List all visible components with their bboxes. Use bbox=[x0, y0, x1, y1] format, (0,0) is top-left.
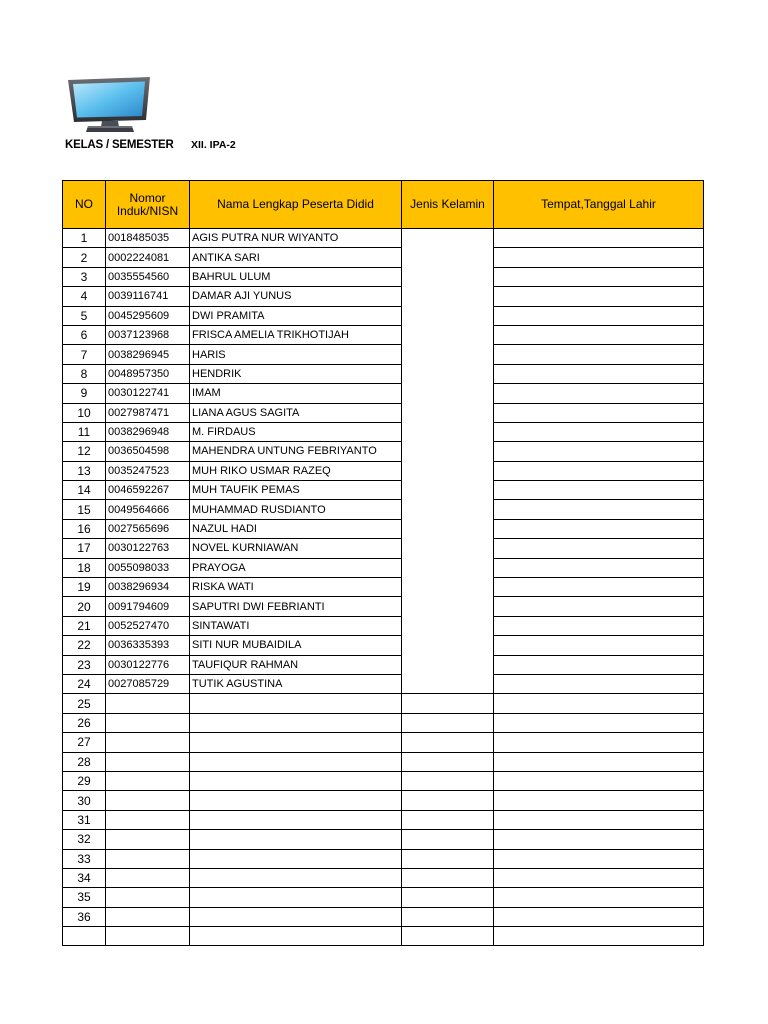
row-birth-place-date bbox=[494, 868, 704, 887]
table-row bbox=[63, 403, 704, 422]
row-number: 33 bbox=[63, 849, 106, 868]
row-gender bbox=[402, 713, 494, 732]
table-row bbox=[63, 752, 704, 771]
row-gender bbox=[402, 907, 494, 926]
row-gender bbox=[402, 461, 494, 480]
class-semester-value: XII. IPA-2 bbox=[191, 139, 236, 151]
row-nisn: 0038296945 bbox=[106, 345, 190, 364]
row-gender bbox=[402, 422, 494, 441]
row-student-name: HENDRIK bbox=[190, 364, 402, 383]
row-number: 24 bbox=[63, 674, 106, 693]
row-nisn: 0055098033 bbox=[106, 558, 190, 577]
row-nisn: 0091794609 bbox=[106, 597, 190, 616]
row-birth-place-date bbox=[494, 287, 704, 306]
row-student-name bbox=[190, 849, 402, 868]
row-student-name: PRAYOGA bbox=[190, 558, 402, 577]
row-birth-place-date bbox=[494, 500, 704, 519]
table-row bbox=[63, 771, 704, 790]
row-birth-place-date bbox=[494, 597, 704, 616]
table-row bbox=[63, 287, 704, 306]
row-gender bbox=[402, 267, 494, 286]
table-row bbox=[63, 267, 704, 286]
row-student-name: NAZUL HADI bbox=[190, 519, 402, 538]
table-row bbox=[63, 616, 704, 635]
row-gender bbox=[402, 888, 494, 907]
row-birth-place-date bbox=[494, 636, 704, 655]
row-nisn bbox=[106, 713, 190, 732]
row-birth-place-date bbox=[494, 422, 704, 441]
row-number: 13 bbox=[63, 461, 106, 480]
table-row bbox=[63, 384, 704, 403]
table-row bbox=[63, 461, 704, 480]
row-student-name bbox=[190, 752, 402, 771]
row-birth-place-date bbox=[494, 481, 704, 500]
row-birth-place-date bbox=[494, 694, 704, 713]
table-row bbox=[63, 539, 704, 558]
row-student-name: M. FIRDAUS bbox=[190, 422, 402, 441]
row-gender bbox=[402, 519, 494, 538]
row-number: 14 bbox=[63, 481, 106, 500]
row-number: 26 bbox=[63, 713, 106, 732]
row-birth-place-date bbox=[494, 578, 704, 597]
row-birth-place-date bbox=[494, 325, 704, 344]
header-no: NO bbox=[63, 181, 106, 229]
row-birth-place-date bbox=[494, 229, 704, 248]
row-birth-place-date bbox=[494, 384, 704, 403]
row-student-name: MUHAMMAD RUSDIANTO bbox=[190, 500, 402, 519]
row-nisn: 0046592267 bbox=[106, 481, 190, 500]
table-row bbox=[63, 694, 704, 713]
table-row bbox=[63, 481, 704, 500]
row-gender bbox=[402, 539, 494, 558]
row-student-name: MUH RIKO USMAR RAZEQ bbox=[190, 461, 402, 480]
row-gender bbox=[402, 403, 494, 422]
row-number: 8 bbox=[63, 364, 106, 383]
header-birth: Tempat,Tanggal Lahir bbox=[494, 181, 704, 229]
row-nisn: 0036335393 bbox=[106, 636, 190, 655]
row-number: 25 bbox=[63, 694, 106, 713]
row-nisn: 0048957350 bbox=[106, 364, 190, 383]
row-student-name: RISKA WATI bbox=[190, 578, 402, 597]
row-birth-place-date bbox=[494, 558, 704, 577]
table-row bbox=[63, 636, 704, 655]
row-birth-place-date bbox=[494, 461, 704, 480]
row-student-name: MAHENDRA UNTUNG FEBRIYANTO bbox=[190, 442, 402, 461]
row-student-name: AGIS PUTRA NUR WIYANTO bbox=[190, 229, 402, 248]
row-student-name bbox=[190, 888, 402, 907]
row-gender bbox=[402, 248, 494, 267]
table-row bbox=[63, 558, 704, 577]
row-number: 12 bbox=[63, 442, 106, 461]
row-gender bbox=[402, 384, 494, 403]
row-gender bbox=[402, 752, 494, 771]
table-row bbox=[63, 713, 704, 732]
row-birth-place-date bbox=[494, 519, 704, 538]
row-birth-place-date bbox=[494, 849, 704, 868]
row-nisn bbox=[106, 791, 190, 810]
row-nisn bbox=[106, 849, 190, 868]
row-student-name: SAPUTRI DWI FEBRIANTI bbox=[190, 597, 402, 616]
row-number: 6 bbox=[63, 325, 106, 344]
row-birth-place-date bbox=[494, 907, 704, 926]
row-student-name: NOVEL KURNIAWAN bbox=[190, 539, 402, 558]
row-number: 32 bbox=[63, 830, 106, 849]
row-gender bbox=[402, 830, 494, 849]
table-row bbox=[63, 888, 704, 907]
class-semester-label: KELAS / SEMESTER bbox=[65, 139, 174, 151]
row-birth-place-date bbox=[494, 791, 704, 810]
row-number: 21 bbox=[63, 616, 106, 635]
row-student-name: TUTIK AGUSTINA bbox=[190, 674, 402, 693]
table-row bbox=[63, 733, 704, 752]
row-number: 20 bbox=[63, 597, 106, 616]
row-birth-place-date bbox=[494, 616, 704, 635]
row-student-name: LIANA AGUS SAGITA bbox=[190, 403, 402, 422]
table-row bbox=[63, 500, 704, 519]
row-student-name bbox=[190, 771, 402, 790]
table-row bbox=[63, 907, 704, 926]
row-number: 34 bbox=[63, 868, 106, 887]
row-nisn: 0049564666 bbox=[106, 500, 190, 519]
row-gender bbox=[402, 927, 494, 946]
row-number: 10 bbox=[63, 403, 106, 422]
row-nisn: 0030122763 bbox=[106, 539, 190, 558]
row-nisn bbox=[106, 830, 190, 849]
row-birth-place-date bbox=[494, 248, 704, 267]
class-semester-row bbox=[65, 137, 236, 153]
row-student-name bbox=[190, 694, 402, 713]
table-body bbox=[63, 229, 704, 946]
table-row bbox=[63, 229, 704, 248]
row-student-name: DAMAR AJI YUNUS bbox=[190, 287, 402, 306]
row-gender bbox=[402, 771, 494, 790]
row-nisn bbox=[106, 907, 190, 926]
row-student-name bbox=[190, 810, 402, 829]
row-birth-place-date bbox=[494, 713, 704, 732]
row-nisn: 0035554560 bbox=[106, 267, 190, 286]
row-nisn: 0052527470 bbox=[106, 616, 190, 635]
table-row bbox=[63, 791, 704, 810]
row-number: 22 bbox=[63, 636, 106, 655]
row-number: 27 bbox=[63, 733, 106, 752]
row-birth-place-date bbox=[494, 927, 704, 946]
row-birth-place-date bbox=[494, 539, 704, 558]
row-gender bbox=[402, 694, 494, 713]
row-birth-place-date bbox=[494, 771, 704, 790]
row-gender bbox=[402, 287, 494, 306]
row-number bbox=[63, 927, 106, 946]
table-row bbox=[63, 306, 704, 325]
table-row bbox=[63, 830, 704, 849]
row-student-name bbox=[190, 713, 402, 732]
row-student-name bbox=[190, 868, 402, 887]
row-birth-place-date bbox=[494, 810, 704, 829]
row-student-name: BAHRUL ULUM bbox=[190, 267, 402, 286]
table-row bbox=[63, 519, 704, 538]
row-gender bbox=[402, 674, 494, 693]
row-birth-place-date bbox=[494, 442, 704, 461]
row-gender bbox=[402, 791, 494, 810]
row-number: 23 bbox=[63, 655, 106, 674]
row-number: 28 bbox=[63, 752, 106, 771]
row-number: 17 bbox=[63, 539, 106, 558]
row-number: 19 bbox=[63, 578, 106, 597]
row-student-name bbox=[190, 791, 402, 810]
table-row bbox=[63, 364, 704, 383]
row-nisn: 0038296948 bbox=[106, 422, 190, 441]
row-student-name bbox=[190, 927, 402, 946]
row-nisn bbox=[106, 752, 190, 771]
row-gender bbox=[402, 616, 494, 635]
row-number: 18 bbox=[63, 558, 106, 577]
header-nisn: Nomor Induk/NISN bbox=[106, 181, 190, 229]
row-nisn: 0037123968 bbox=[106, 325, 190, 344]
row-gender bbox=[402, 578, 494, 597]
table-row bbox=[63, 674, 704, 693]
header-name: Nama Lengkap Peserta Didid bbox=[190, 181, 402, 229]
table-row bbox=[63, 810, 704, 829]
row-student-name: TAUFIQUR RAHMAN bbox=[190, 655, 402, 674]
row-birth-place-date bbox=[494, 267, 704, 286]
row-number: 5 bbox=[63, 306, 106, 325]
row-gender bbox=[402, 442, 494, 461]
row-nisn: 0038296934 bbox=[106, 578, 190, 597]
row-gender bbox=[402, 558, 494, 577]
row-gender bbox=[402, 810, 494, 829]
header-gender: Jenis Kelamin bbox=[402, 181, 494, 229]
row-nisn: 0030122776 bbox=[106, 655, 190, 674]
row-number: 11 bbox=[63, 422, 106, 441]
row-nisn bbox=[106, 694, 190, 713]
row-nisn: 0002224081 bbox=[106, 248, 190, 267]
table-row bbox=[63, 442, 704, 461]
row-gender bbox=[402, 500, 494, 519]
row-number: 35 bbox=[63, 888, 106, 907]
row-student-name bbox=[190, 830, 402, 849]
row-number: 3 bbox=[63, 267, 106, 286]
row-nisn: 0039116741 bbox=[106, 287, 190, 306]
row-gender bbox=[402, 597, 494, 616]
table-row bbox=[63, 655, 704, 674]
row-nisn bbox=[106, 810, 190, 829]
row-birth-place-date bbox=[494, 830, 704, 849]
row-number: 30 bbox=[63, 791, 106, 810]
row-number: 16 bbox=[63, 519, 106, 538]
row-student-name: SINTAWATI bbox=[190, 616, 402, 635]
row-number: 4 bbox=[63, 287, 106, 306]
row-nisn: 0030122741 bbox=[106, 384, 190, 403]
table-row bbox=[63, 248, 704, 267]
row-gender bbox=[402, 325, 494, 344]
row-gender bbox=[402, 636, 494, 655]
row-gender bbox=[402, 229, 494, 248]
row-student-name: ANTIKA SARI bbox=[190, 248, 402, 267]
row-number: 29 bbox=[63, 771, 106, 790]
table-row bbox=[63, 422, 704, 441]
row-birth-place-date bbox=[494, 674, 704, 693]
row-student-name: SITI NUR MUBAIDILA bbox=[190, 636, 402, 655]
row-birth-place-date bbox=[494, 733, 704, 752]
table-row bbox=[63, 578, 704, 597]
row-gender bbox=[402, 364, 494, 383]
table-row bbox=[63, 927, 704, 946]
student-roster-table bbox=[62, 180, 704, 946]
row-nisn bbox=[106, 868, 190, 887]
row-nisn: 0045295609 bbox=[106, 306, 190, 325]
row-birth-place-date bbox=[494, 655, 704, 674]
row-gender bbox=[402, 306, 494, 325]
computer-monitor-icon bbox=[66, 76, 156, 134]
row-student-name: IMAM bbox=[190, 384, 402, 403]
row-student-name: MUH TAUFIK PEMAS bbox=[190, 481, 402, 500]
row-gender bbox=[402, 481, 494, 500]
row-number: 1 bbox=[63, 229, 106, 248]
row-number: 9 bbox=[63, 384, 106, 403]
table-row bbox=[63, 597, 704, 616]
table-row bbox=[63, 868, 704, 887]
row-nisn bbox=[106, 888, 190, 907]
row-gender bbox=[402, 733, 494, 752]
row-gender bbox=[402, 655, 494, 674]
row-student-name: DWI PRAMITA bbox=[190, 306, 402, 325]
row-student-name: HARIS bbox=[190, 345, 402, 364]
row-birth-place-date bbox=[494, 888, 704, 907]
row-nisn: 0036504598 bbox=[106, 442, 190, 461]
row-birth-place-date bbox=[494, 345, 704, 364]
row-number: 36 bbox=[63, 907, 106, 926]
row-gender bbox=[402, 868, 494, 887]
row-number: 2 bbox=[63, 248, 106, 267]
row-nisn: 0035247523 bbox=[106, 461, 190, 480]
row-student-name: FRISCA AMELIA TRIKHOTIJAH bbox=[190, 325, 402, 344]
table-row bbox=[63, 849, 704, 868]
row-nisn bbox=[106, 771, 190, 790]
row-nisn: 0027565696 bbox=[106, 519, 190, 538]
row-nisn bbox=[106, 927, 190, 946]
row-student-name bbox=[190, 733, 402, 752]
row-nisn: 0027085729 bbox=[106, 674, 190, 693]
row-gender bbox=[402, 849, 494, 868]
row-nisn: 0027987471 bbox=[106, 403, 190, 422]
row-birth-place-date bbox=[494, 306, 704, 325]
row-student-name bbox=[190, 907, 402, 926]
row-birth-place-date bbox=[494, 752, 704, 771]
table-header-row bbox=[63, 181, 704, 229]
table-row bbox=[63, 345, 704, 364]
row-nisn: 0018485035 bbox=[106, 229, 190, 248]
row-number: 31 bbox=[63, 810, 106, 829]
row-nisn bbox=[106, 733, 190, 752]
row-gender bbox=[402, 345, 494, 364]
table-row bbox=[63, 325, 704, 344]
row-number: 15 bbox=[63, 500, 106, 519]
row-birth-place-date bbox=[494, 364, 704, 383]
row-birth-place-date bbox=[494, 403, 704, 422]
row-number: 7 bbox=[63, 345, 106, 364]
